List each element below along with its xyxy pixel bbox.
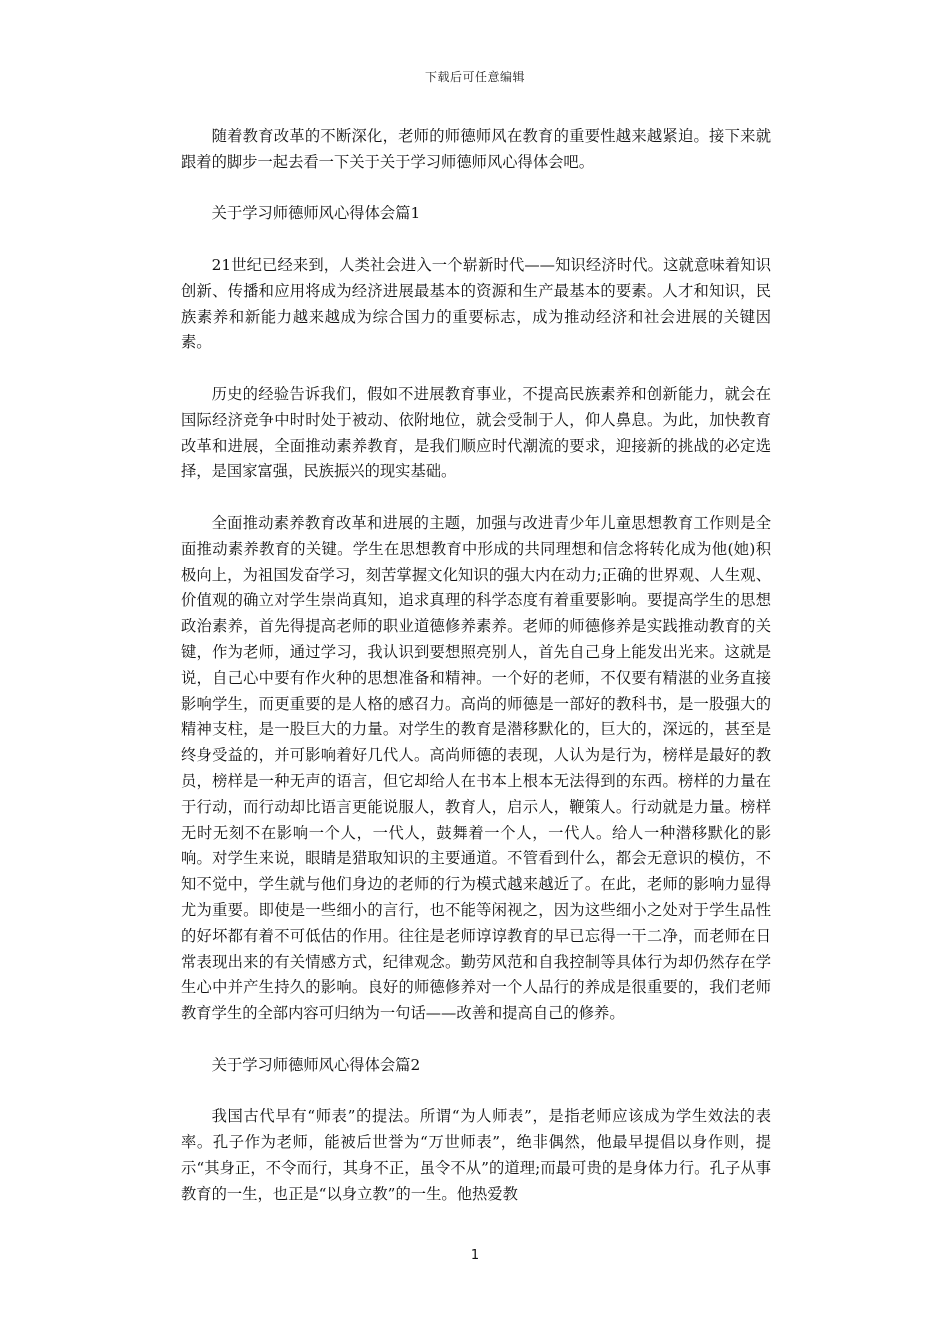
document-body (181, 124, 771, 1207)
section-1-paragraph-3: 全面推动素养教育改革和进展的主题，加强与改进青少年儿童思想教育工作则是全面推动素养教育的关键。学生在思想教育中形成的共同理想和信念将转化成为他(她)积极向上，为祖国发奋学习，刻苦掌握文化知识的强大内在动力;正确的世界观、人生观、价值观的确立对学生崇尚真知，追求真理的科学态度有着重要影响。要提高学生的思想政治素养，首先得提高老师的职业道德修养素养。老师的师德修养是实践推动教育的关键，作为老师，通过学习，我认识到要想照亮别人，首先自己身上能发出光来。这就是说，自己心中要有作火种的思想准备和精神。一个好的老师，不仅要有精湛的业务直接影响学生，而更重要的是人格的感召力。高尚的师德是一部好的教科书，是一股强大的精神支柱，是一股巨大的力量。对学生的教育是潜移默化的，巨大的，深远的，甚至是终身受益的，并可影响着好几代人。高尚师德的表现，人认为是行为，榜样是最好的教员，榜样是一种无声的语言，但它却给人在书本上根本无法得到的东西。榜样的力量在于行动，而行动却比语言更能说服人，教育人，启示人，鞭策人。行动就是力量。榜样无时无刻不在影响一个人，一代人，鼓舞着一个人，一代人。给人一种潜移默化的影响。对学生来说，眼睛是猎取知识的主要通道。不管看到什么，都会无意识的模仿，不知不觉中，学生就与他们身边的老师的行为模式越来越近了。在此，老师的影响力显得尤为重要。即使是一些细小的言行，也不能等闲视之，因为这些细小之处对于学生品性的好坏都有着不可低估的作用。往往是老师谆谆教育的早已忘得一干二净，而老师在日常表现出来的有关情感方式，纪律观念。勤劳风范和自我控制等具体行为却仍然存在学生心中并产生持久的影响。良好的师德修养对一个人品行的养成是很重要的，我们老师教育学生的全部内容可归纳为一句话——改善和提高自己的修养。 (181, 513, 771, 1023)
section-1-title: 关于学习师德师风心得体会篇1 (211, 204, 421, 223)
intro-paragraph: 随着教育改革的不断深化，老师的师德师风在教育的重要性越来越紧迫。接下来就跟着的脚步一起去看一下关于关于学习师德师风心得体会吧。 (181, 127, 771, 171)
section-1-paragraph-1: 21世纪已经来到，人类社会进入一个崭新时代——知识经济时代。这就意味着知识创新、传播和应用将成为经济进展最基本的资源和生产最基本的要素。人才和知识，民族素养和新能力越来越成为综合国力的重要标志，成为推动经济和社会进展的关键因素。 (181, 255, 771, 352)
header-note: 下载后可任意编辑 (424, 70, 525, 84)
section-2-title: 关于学习师德师风心得体会篇2 (211, 1055, 421, 1074)
section-1-paragraph-2: 历史的经验告诉我们，假如不进展教育事业，不提高民族素养和创新能力，就会在国际经济竞争中时时处于被动、依附地位，就会受制于人，仰人鼻息。为此，加快教育改革和进展，全面推动素养教育，是我们顺应时代潮流的要求，迎接新的挑战的必定选择，是国家富强，民族振兴的现实基础。 (181, 384, 771, 481)
section-2-paragraph-1: 我国古代早有“师表”的提法。所谓“为人师表”，是指老师应该成为学生效法的表率。孔子作为老师，能被后世誉为“万世师表”，绝非偶然，他最早提倡以身作则，提示“其身正，不令而行，其身不正，虽令不从”的道理;而最可贵的是身体力行。孔子从事教育的一生，也正是“以身立教”的一生。他热爱教 (181, 1107, 771, 1203)
page-number: 1 (470, 1248, 480, 1263)
